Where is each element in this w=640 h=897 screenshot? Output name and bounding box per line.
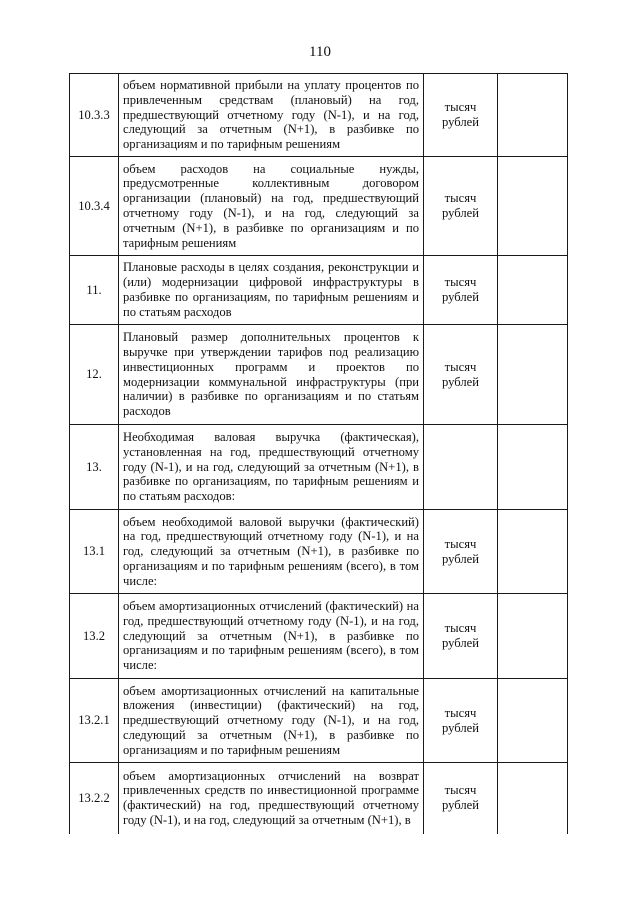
row-unit: тысяч рублей <box>424 594 498 679</box>
row-number: 13.1 <box>70 510 119 594</box>
row-unit: тысяч рублей <box>424 157 498 256</box>
row-value-cell <box>498 679 568 763</box>
row-unit: тысяч рублей <box>424 679 498 763</box>
row-description: объем амортизационных отчислений (фактический) на год, предшествующий отчетному году (N-1), и на год, следующий за отчетным (N+1), в разбивке по организациям и по тарифным решениям (всего), в том числе: <box>119 594 424 679</box>
row-number: 11. <box>70 256 119 325</box>
row-description: объем расходов на социальные нужды, предусмотренные коллективным договором организации (плановый) на год, предшествующий отчетному году (N-1), и на год, следующий за отчетным (N+1), в разбивке по организациям и по тарифным решениям <box>119 157 424 256</box>
table-row <box>70 256 568 325</box>
page-number: 110 <box>309 44 331 60</box>
row-value-cell <box>498 74 568 157</box>
table-row <box>70 325 568 425</box>
row-value-cell <box>498 256 568 325</box>
table-row <box>70 763 568 834</box>
row-number: 13.2 <box>70 594 119 679</box>
row-value-cell <box>498 425 568 510</box>
indicators-table <box>69 73 568 834</box>
table-row <box>70 679 568 763</box>
table-row <box>70 510 568 594</box>
row-number: 13. <box>70 425 119 510</box>
table-row <box>70 74 568 157</box>
table-row <box>70 157 568 256</box>
row-description: Плановый размер дополнительных процентов к выручке при утверждении тарифов под реализацию инвестиционных программ и проектов по модернизации коммунальной инфраструктуры (при наличии) в разбивке по организациям и по статьям расходов <box>119 325 424 425</box>
row-value-cell <box>498 594 568 679</box>
row-number: 13.2.2 <box>70 763 119 834</box>
row-value-cell <box>498 157 568 256</box>
row-number: 12. <box>70 325 119 425</box>
row-description: объем нормативной прибыли на уплату процентов по привлеченным средствам (плановый) на год, предшествующий отчетному году (N-1), и на год, следующий за отчетным (N+1), в разбивке по организациям и по тарифным решениям <box>119 74 424 157</box>
row-unit: тысяч рублей <box>424 325 498 425</box>
row-number: 10.3.3 <box>70 74 119 157</box>
row-description: объем амортизационных отчислений на возврат привлеченных средств по инвестиционной программе (фактический) на год, предшествующий отчетному году (N-1), и на год, следующий за отчетным (N+1), в <box>119 763 424 834</box>
row-number: 10.3.4 <box>70 157 119 256</box>
row-value-cell <box>498 325 568 425</box>
row-unit: тысяч рублей <box>424 256 498 325</box>
row-description: объем амортизационных отчислений на капитальные вложения (инвестиции) (фактический) на год, предшествующий отчетному году (N-1), и на год, следующий за отчетным (N+1), в разбивке по организациям и по тарифным решениям <box>119 679 424 763</box>
row-unit: тысяч рублей <box>424 510 498 594</box>
table-row <box>70 425 568 510</box>
table-row <box>70 594 568 679</box>
row-number: 13.2.1 <box>70 679 119 763</box>
row-unit <box>424 425 498 510</box>
row-description: объем необходимой валовой выручки (фактический) на год, предшествующий отчетному году (N-1), и на год, следующий за отчетным (N+1), в разбивке по организациям и по тарифным решениям (всего), в том числе: <box>119 510 424 594</box>
row-description: Плановые расходы в целях создания, реконструкции и (или) модернизации цифровой инфраструктуры в разбивке по организациям, по тарифным решениям и по статьям расходов <box>119 256 424 325</box>
row-unit: тысяч рублей <box>424 763 498 834</box>
row-description: Необходимая валовая выручка (фактическая), установленная на год, предшествующий отчетному году (N-1), и на год, следующий за отчетным (N+1), в разбивке по организациям, по тарифным решениям и по статьям расходов: <box>119 425 424 510</box>
row-unit: тысяч рублей <box>424 74 498 157</box>
row-value-cell <box>498 510 568 594</box>
row-value-cell <box>498 763 568 834</box>
